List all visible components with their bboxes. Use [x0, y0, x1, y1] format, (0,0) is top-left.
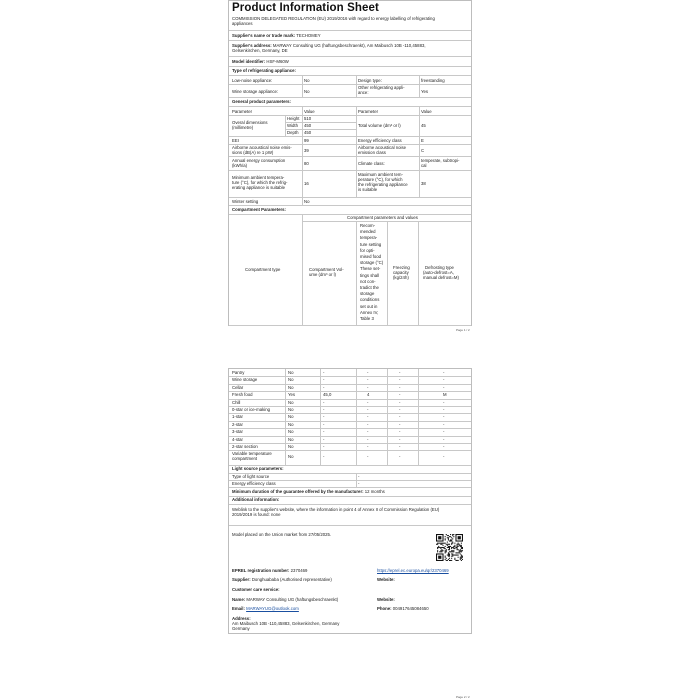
eei-label: EEI [232, 138, 239, 143]
depth-value: 450 [304, 130, 312, 135]
compartment-cell-name: 2-star section [232, 444, 258, 449]
compartment-cell-present: No [288, 429, 294, 435]
variable-compartment-cell: - [443, 454, 445, 460]
compartment-cell-vol: - [323, 444, 325, 449]
recommended-temperature-line: tings shall [360, 272, 380, 278]
compartment-cell-name: Fresh food [232, 392, 253, 398]
regulation-text-2: appliances [232, 21, 253, 26]
freezing-capacity-unit-2: (kg/24h) [393, 275, 409, 280]
light-energy-class-label: Energy efficiency class [232, 481, 276, 486]
min-ambient-value: 16 [304, 181, 309, 186]
compartment-cell-present: No [288, 377, 294, 383]
supplier-name-value: TECHOMEY [296, 33, 321, 38]
noise-class-label: Airborne acoustical noise [358, 145, 407, 150]
guarantee-value: 12 months [364, 489, 385, 494]
freezing-capacity-header: Freezing [393, 265, 410, 270]
wine-label: Wine storage appliance: [232, 89, 279, 94]
regulation-text: COMMISSION DELEGATED REGULATION (EU) 2019/2016 with regard to energy labelling of refrigerating [232, 16, 435, 21]
compartment-cell-vol: - [323, 384, 325, 390]
winter-label: Winter setting [232, 199, 259, 204]
noise-class-label-2: emission class [358, 150, 386, 155]
compartment-cell-freeze: - [399, 436, 401, 442]
compartment-cell-freeze: - [399, 421, 401, 427]
compartment-cell-temp: - [367, 421, 369, 427]
wine-value: No [304, 89, 310, 94]
other-label-2: ance: [358, 90, 369, 95]
compartment-cell-present: No [288, 414, 294, 420]
max-ambient-value: 38 [421, 181, 426, 186]
recommended-temperature-line: These set- [360, 266, 381, 272]
design-type-value: freestanding [421, 78, 445, 83]
recommended-temperature-line: tempera- [360, 235, 378, 241]
total-volume-value: 45 [421, 123, 426, 128]
address-label: Address: [232, 616, 251, 621]
page-number-1: Page 1 / 2 [456, 328, 470, 332]
eprel-value: 2370469 [290, 568, 308, 573]
page-number-2: Page 2 / 2 [456, 695, 470, 699]
compartment-cell-vol: - [323, 421, 325, 427]
compartment-cell-vol: - [323, 414, 325, 420]
design-type-label: Design type: [358, 78, 382, 83]
compartment-cell-freeze: - [399, 384, 401, 390]
email-label: Email: [232, 606, 245, 611]
max-ambient-label-4: is suitable [358, 187, 378, 192]
compartment-cell-defrost: - [443, 377, 445, 383]
phone-label: Phone: [377, 606, 392, 611]
compartment-cell-temp: - [367, 429, 369, 435]
website-label: Website: [377, 577, 395, 582]
compartment-cell-present: Yes [288, 392, 296, 398]
type-label: Type of refrigerating appliance: [232, 68, 296, 73]
defrosting-type-desc-2: manual defrost=M) [423, 275, 459, 280]
variable-compartment-cell: Variable temperature [232, 451, 272, 457]
compartment-cell-vol: - [323, 407, 325, 412]
light-type-label: Type of light source [232, 474, 270, 479]
compartment-cell-defrost: M [443, 392, 447, 398]
compartment-cell-temp: - [367, 414, 369, 420]
compartment-cell-name: Cellar [232, 384, 244, 390]
light-type-value: - [358, 474, 360, 479]
compartment-cell-name: Wine storage [232, 377, 258, 383]
noise-class-value: C [421, 148, 425, 153]
defrosting-type-header: Defrosting type [425, 265, 454, 270]
param-header-2: Parameter [358, 109, 379, 114]
noise-label: Airborne acoustical noise emis- [232, 145, 292, 150]
compartment-volume-unit: ume (dm³ or l) [309, 272, 336, 277]
compartment-cell-defrost: - [443, 429, 445, 435]
recommended-temperature-line: Annex IV, [360, 309, 379, 315]
eei-value: 99 [304, 138, 309, 143]
param-header: Parameter [232, 109, 253, 114]
variable-compartment-cell: No [288, 454, 294, 460]
eprel-link[interactable]: https://eprel.ec.europa.eu/qr/2370469 [377, 568, 449, 573]
model-label: Model identifier: [232, 59, 266, 64]
overall-dimensions-label: Overal dimensions [232, 120, 268, 125]
compartment-cell-temp: - [367, 436, 369, 442]
weblink-text-2: 2019/2019 is found: [232, 512, 270, 517]
low-noise-value: No [304, 78, 310, 83]
other-value: Yes [421, 89, 429, 94]
recommended-temperature-line: conditions [360, 297, 380, 303]
annual-energy-value: 80 [304, 161, 309, 166]
supplier-address-value: MARWAY Consulting UG (haftungsbeschraenkt), Am Maibusch 10B -110,45883, [272, 43, 426, 48]
market-placement-text: Model placed on the Union market from 27/05/2025. [232, 532, 332, 537]
compartment-cell-freeze: - [399, 392, 401, 398]
name-value: MARWAY Consulting UG (haftungsbeschraenkt) [246, 597, 339, 602]
energy-class-label: Energy efficiency class [358, 138, 402, 143]
compartment-cell-temp: - [367, 370, 369, 375]
variable-compartment-cell: - [399, 454, 401, 460]
energy-class-value: E [421, 138, 424, 143]
noise-value: 39 [304, 148, 309, 153]
customer-care-label: Customer care service: [232, 587, 280, 592]
winter-value: No [304, 199, 310, 204]
compartment-cell-freeze: - [399, 407, 401, 412]
max-ambient-label-3: the refrigerating appliance [358, 182, 408, 187]
weblink-text: Weblink to the supplier's website, where the information in point 4 of Annex II of Commission Regulation (EU) [232, 507, 440, 512]
max-ambient-label: Maximum ambient tem- [358, 172, 403, 177]
compartment-params-values: Compartment parameters and values [347, 215, 418, 220]
compartment-cell-vol: - [323, 377, 325, 383]
recommended-temperature-line: mended [360, 229, 376, 235]
recommended-temperature-line: storage [360, 291, 375, 297]
compartment-cell-present: No [288, 399, 294, 405]
variable-compartment-cell: - [323, 454, 325, 460]
compartment-cell-present: No [288, 407, 294, 412]
compartment-params-label: Compartment Parameters: [232, 207, 286, 212]
recommended-temperature-line: storage (°C) [360, 260, 384, 266]
light-energy-class-value: - [358, 481, 360, 486]
compartment-cell-defrost: - [443, 436, 445, 442]
compartment-cell-vol: - [323, 429, 325, 435]
compartment-cell-defrost: - [443, 370, 445, 375]
compartment-cell-defrost: - [443, 399, 445, 405]
eprel-label: EPREL registration number: [232, 568, 290, 573]
address-value-2: Germany [232, 626, 250, 631]
additional-info-label: Additional information: [232, 497, 280, 502]
compartment-cell-defrost: - [443, 414, 445, 420]
width-value: 450 [304, 123, 312, 128]
annual-energy-unit: (kWh/a) [232, 163, 248, 168]
supplier-name-label: Supplier's name or trade mark: [232, 33, 296, 38]
value-header-2: Value [421, 109, 432, 114]
compartment-cell-defrost: - [443, 444, 445, 449]
page-title: Product Information Sheet [232, 2, 379, 14]
weblink-value: none [270, 512, 281, 517]
compartment-cell-name: Pantry [232, 370, 245, 375]
recommended-temperature-line: Table 3 [360, 316, 374, 321]
height-value: 510 [304, 116, 312, 121]
min-ambient-label-2: ture (°C), for which the refrig- [232, 180, 288, 185]
compartment-cell-present: No [288, 370, 294, 375]
depth-label: Depth [287, 130, 299, 135]
other-label: Other refrigerating appli- [358, 85, 405, 90]
climate-value: temperate, subtropi- [421, 158, 460, 163]
min-ambient-label: Minimum ambient tempera- [232, 175, 285, 180]
email-link[interactable]: MARWAYUG@outlook.com [246, 606, 299, 611]
name-label: Name: [232, 597, 246, 602]
compartment-cell-freeze: - [399, 377, 401, 383]
overall-dimensions-unit: (millimetre) [232, 125, 254, 130]
compartment-cell-name: 0-star or ice-making [232, 407, 270, 412]
compartment-cell-name: 1-star [232, 414, 243, 420]
supplier-label: Supplier: [232, 577, 251, 582]
compartment-cell-defrost: - [443, 384, 445, 390]
guarantee-label: Minimum duration of the guarantee offered by the manufacturer: [232, 489, 364, 494]
compartment-cell-present: No [288, 421, 294, 427]
supplier-value: Donghuababa (Authorised representative) [251, 577, 332, 582]
compartment-cell-temp: - [367, 444, 369, 449]
compartment-cell-temp: - [367, 399, 369, 405]
recommended-temperature-line: set out in [360, 303, 378, 309]
compartment-type-header: Compartment type [245, 267, 281, 272]
compartment-cell-present: No [288, 436, 294, 442]
compartment-cell-freeze: - [399, 370, 401, 375]
annual-energy-label: Annual energy consumption [232, 158, 286, 163]
phone-value: 004917645084650 [392, 606, 429, 611]
compartment-cell-name: Chill [232, 399, 241, 405]
compartment-cell-present: No [288, 444, 294, 449]
width-label: Width [287, 123, 298, 128]
recommended-temperature-line: for opti- [360, 247, 375, 253]
low-noise-label: Low-noise appliance: [232, 78, 273, 83]
compartment-cell-vol: - [323, 370, 325, 375]
value-header: Value [304, 109, 315, 114]
compartment-cell-name: 4-star [232, 436, 243, 442]
model-value: HSF-M60W [266, 59, 289, 64]
compartment-cell-freeze: - [399, 429, 401, 435]
sheet-page-2 [228, 368, 472, 634]
sheet-page-1 [228, 0, 472, 326]
recommended-temperature-line: mised food [360, 254, 382, 259]
compartment-cell-temp: 4 [367, 392, 370, 398]
noise-label-2: sions (dB(A) re 1 pW) [232, 150, 274, 155]
compartment-cell-freeze: - [399, 444, 401, 449]
supplier-address-value-2: Gelsenkirchen, Germany, DE [232, 48, 288, 53]
min-ambient-label-3: erating appliance is suitable [232, 185, 286, 190]
compartment-cell-temp: - [367, 407, 369, 412]
freezing-capacity-unit: capacity [393, 270, 409, 275]
height-label: Height [287, 116, 300, 121]
compartment-cell-vol: - [323, 399, 325, 405]
compartment-cell-name: 2-star [232, 421, 243, 427]
total-volume-label: Total volume (dm³ or l) [358, 123, 401, 128]
recommended-temperature-line: not con- [360, 278, 376, 284]
compartment-cell-defrost: - [443, 421, 445, 427]
recommended-temperature-line: ture setting [360, 241, 382, 247]
recommended-temperature-line: tradict the [360, 285, 379, 290]
compartment-cell-freeze: - [399, 414, 401, 420]
compartment-cell-vol: - [323, 436, 325, 442]
max-ambient-label-2: perature (°C), for which [358, 177, 403, 182]
compartment-cell-name: 3-star [232, 429, 243, 435]
compartment-cell-present: No [288, 384, 294, 390]
variable-compartment-cell: - [367, 454, 369, 460]
compartment-cell-freeze: - [399, 399, 401, 405]
compartment-volume-header: Compartment Vol- [309, 267, 344, 272]
supplier-address-label: Supplier's address: [232, 43, 272, 48]
compartment-cell-defrost: - [443, 407, 445, 412]
website-label-2: Website: [377, 597, 395, 602]
variable-compartment-cell: compartment [232, 456, 258, 462]
light-params-label: Light source parameters: [232, 466, 284, 471]
compartment-cell-vol: 45,0 [323, 392, 332, 398]
qr-code-icon [436, 534, 463, 561]
defrosting-type-desc: (auto-defrost=A, [423, 270, 454, 275]
climate-value-2: cal [421, 163, 427, 168]
compartment-cell-temp: - [367, 384, 369, 390]
climate-label: Climate class: [358, 161, 385, 166]
recommended-temperature-line: Recom- [360, 223, 376, 228]
general-label: General product parameters: [232, 99, 291, 104]
compartment-cell-temp: - [367, 377, 369, 383]
address-value: Am Maibusch 10B -110,45883, Gelsenkirchen, Germany [232, 621, 340, 626]
